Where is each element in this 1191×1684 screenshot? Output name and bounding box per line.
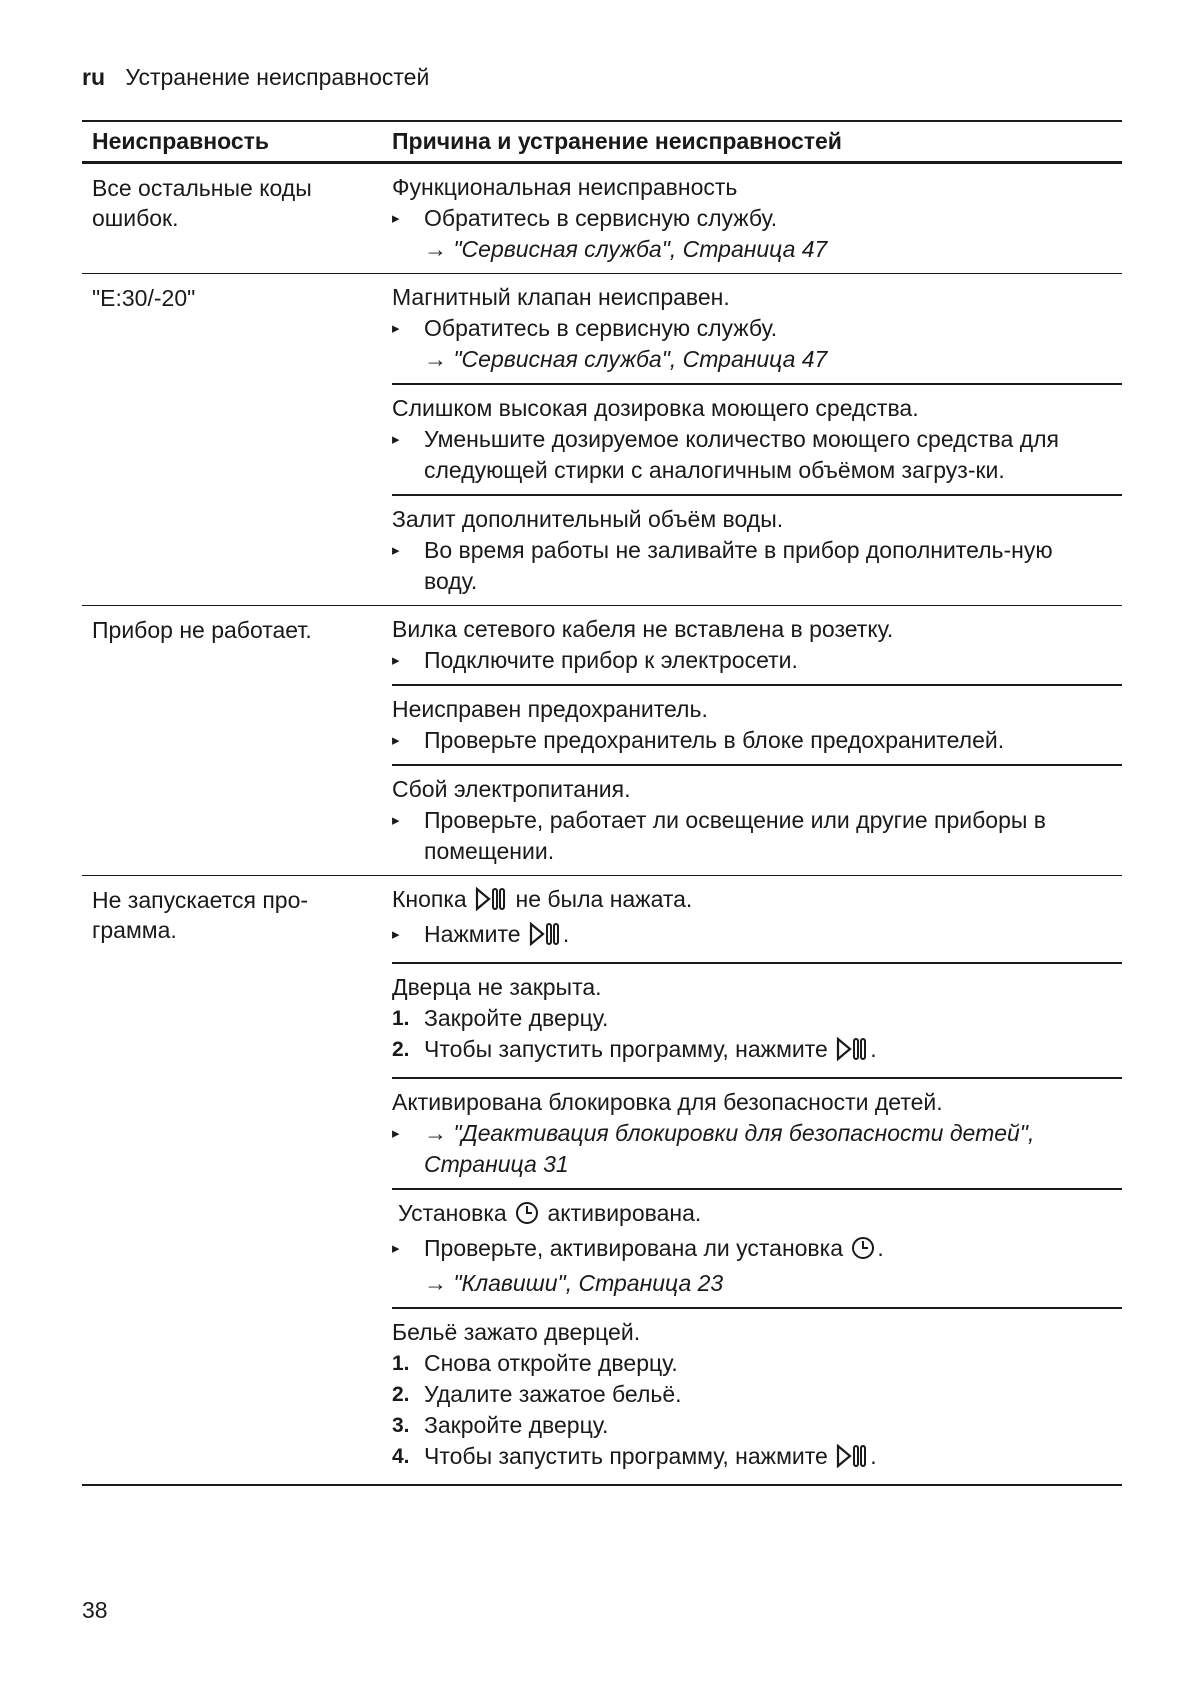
action-text: [424, 919, 1112, 954]
page-number: 38: [82, 1597, 108, 1623]
cross-reference: → "Деактивация блокировки для безопасности детей", Страница 31: [424, 1120, 1035, 1177]
table-row: [82, 605, 1122, 875]
cause-text: Магнитный клапан неисправен.: [392, 284, 730, 310]
cause-block: [392, 274, 1122, 383]
cause-block: [392, 1077, 1122, 1188]
cause-text: [392, 884, 1112, 919]
step-number: 1.: [392, 1007, 410, 1030]
cause-block: [392, 383, 1122, 494]
cause-text: Сбой электропитания.: [392, 776, 631, 802]
action-text: Уменьшите дозируемое количество моющего средства для следующей стирки с аналогичным объёмом загруз-ки.: [424, 426, 1059, 483]
cause-text: Слишком высокая дозировка моющего средства.: [392, 395, 919, 421]
table-row: [82, 875, 1122, 1484]
fault-cell: Не запускается про-грамма.: [92, 887, 309, 943]
step-text-end: .: [870, 1443, 877, 1469]
action-text: Обратитесь в сервисную службу.: [424, 205, 778, 231]
cause-block: [392, 606, 1122, 684]
troubleshooting-table: [82, 120, 1122, 1486]
step-text-end: .: [870, 1036, 877, 1062]
step-text: [424, 1034, 1112, 1069]
step-number: 4.: [392, 1445, 410, 1468]
cause-block: [392, 1307, 1122, 1484]
language-code: ru: [82, 64, 105, 90]
action-text: [424, 1233, 1112, 1268]
table-header: [82, 122, 1122, 163]
cross-reference: → "Сервисная служба", Страница 47: [424, 236, 828, 262]
cause-text: Неисправен предохранитель.: [392, 696, 708, 722]
action-text-start: Нажмите: [424, 921, 521, 947]
action-text: Проверьте предохранитель в блоке предохранителей.: [424, 727, 1005, 753]
bullet-icon: ▸: [392, 1125, 400, 1142]
cause-block: [392, 494, 1122, 605]
table-row: [82, 163, 1122, 273]
cause-block: [392, 962, 1122, 1077]
step-text-start: Чтобы запустить программу, нажмите: [424, 1443, 828, 1469]
cause-text: Бельё зажато дверцей.: [392, 1319, 641, 1345]
cause-block: [392, 764, 1122, 875]
column-header-fault: Неисправность: [92, 128, 270, 154]
cause-text-start: Кнопка: [392, 886, 467, 912]
fault-cell: "E:30/-20": [92, 285, 196, 311]
bullet-icon: ▸: [392, 542, 400, 559]
start-pause-icon: [475, 887, 507, 919]
step-text: [424, 1441, 1112, 1476]
clock-icon: [515, 1201, 539, 1233]
start-pause-icon: [836, 1037, 868, 1069]
step-number: 3.: [392, 1414, 410, 1437]
step-number: 2.: [392, 1383, 410, 1406]
action-text: Обратитесь в сервисную службу.: [424, 315, 778, 341]
section-title: Устранение неисправностей: [125, 64, 430, 90]
clock-icon: [851, 1236, 875, 1268]
bullet-icon: ▸: [392, 652, 400, 669]
step-text: Удалите зажатое бельё.: [424, 1381, 682, 1407]
page-header: [82, 62, 429, 92]
step-text-start: Чтобы запустить программу, нажмите: [424, 1036, 828, 1062]
step-number: 1.: [392, 1352, 410, 1375]
bullet-icon: ▸: [392, 320, 400, 337]
column-header-cause: Причина и устранение неисправностей: [392, 128, 842, 154]
start-pause-icon: [529, 922, 561, 954]
cross-reference: → "Сервисная служба", Страница 47: [424, 346, 828, 372]
cause-text: [392, 1198, 1112, 1233]
bullet-icon: ▸: [392, 812, 400, 829]
table-row: [82, 273, 1122, 605]
action-text: Проверьте, работает ли освещение или другие приборы в помещении.: [424, 807, 1047, 864]
cause-block: [392, 164, 1122, 273]
start-pause-icon: [836, 1444, 868, 1476]
action-text-end: .: [562, 921, 570, 947]
action-text: Во время работы не заливайте в прибор дополнитель-ную воду.: [424, 537, 1053, 594]
bullet-icon: ▸: [392, 926, 400, 943]
cause-text-end: активирована.: [547, 1200, 702, 1226]
action-text-start: Проверьте, активирована ли установка: [424, 1235, 844, 1261]
step-text: Снова откройте дверцу.: [424, 1350, 678, 1376]
fault-cell: Прибор не работает.: [92, 617, 312, 643]
cause-text: Вилка сетевого кабеля не вставлена в розетку.: [392, 616, 894, 642]
fault-cell: Все остальные коды ошибок.: [92, 175, 312, 231]
cause-block: [392, 684, 1122, 764]
action-text-end: .: [877, 1235, 884, 1261]
cause-text: Дверца не закрыта.: [392, 974, 602, 1000]
bullet-icon: ▸: [392, 732, 400, 749]
cross-reference: → "Клавиши", Страница 23: [424, 1270, 724, 1296]
cause-text: Залит дополнительный объём воды.: [392, 506, 784, 532]
action-text: Подключите прибор к электросети.: [424, 647, 798, 673]
cause-block: [392, 1188, 1122, 1307]
bullet-icon: ▸: [392, 210, 400, 227]
cause-text-start: Установка: [398, 1200, 507, 1226]
cause-text: Функциональная неисправность: [392, 174, 738, 200]
cause-block: [392, 876, 1122, 962]
bullet-icon: ▸: [392, 431, 400, 448]
step-text: Закройте дверцу.: [424, 1412, 609, 1438]
bullet-icon: ▸: [392, 1240, 400, 1257]
cause-text: Активирована блокировка для безопасности детей.: [392, 1089, 943, 1115]
cause-text-end: не была нажата.: [515, 886, 693, 912]
step-number: 2.: [392, 1038, 410, 1061]
step-text: Закройте дверцу.: [424, 1005, 609, 1031]
